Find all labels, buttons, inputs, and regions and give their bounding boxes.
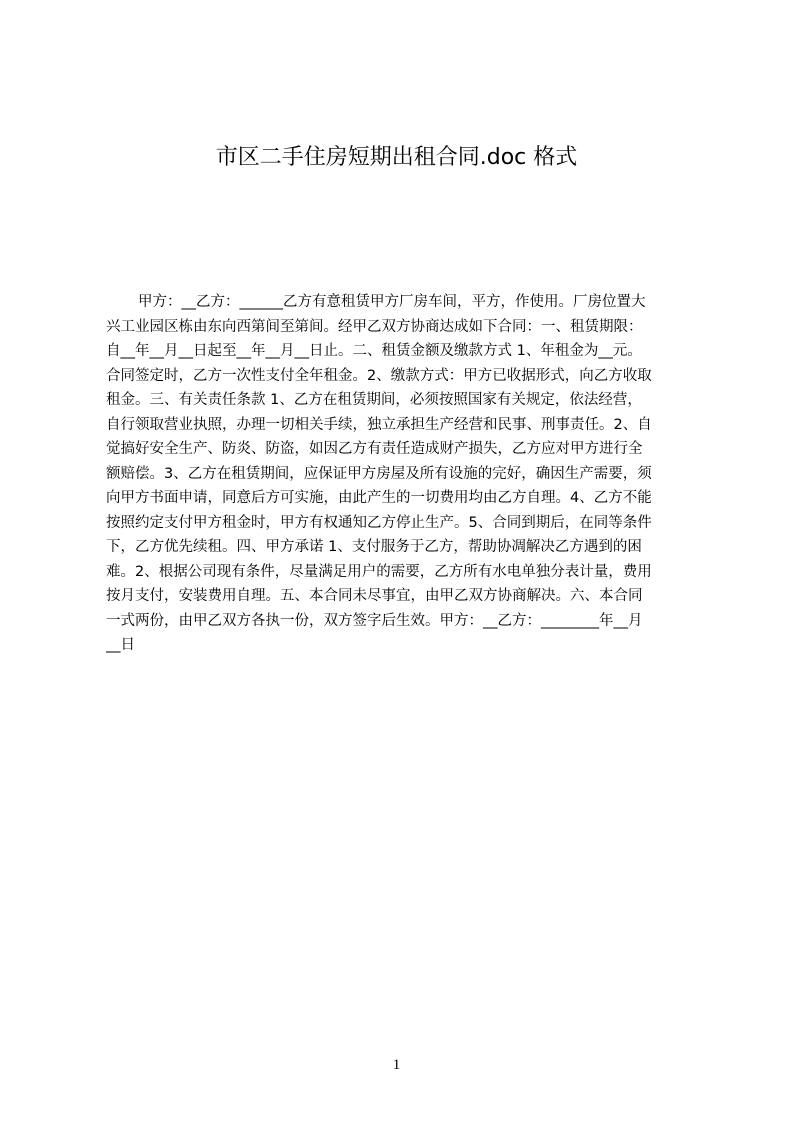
body-line: 额赔偿。3、乙方在租赁期间，应保证甲方房屋及所有设施的完好，确因生产需要，须 [106, 465, 652, 482]
body-line: 甲方：__乙方：______乙方有意租赁甲方厂房车间，平方，作使用。厂房位置大 [138, 294, 646, 310]
page-number: 1 [392, 1057, 401, 1073]
body-line: 一式两份，由甲乙双方各执一份，双方签字后生效。甲方：__乙方：________年__月 [106, 612, 643, 629]
body-line: 难。2、根据公司现有条件，尽量满足用户的需要，乙方所有水电单独分表计量，费用 [106, 563, 652, 580]
body-line: 兴工业园区栋由东向西第间至第间。经甲乙双方协商达成如下合同：一、租赁期限： [106, 318, 643, 335]
document-title: 市区二手住房短期出租合同.doc 格式 [215, 145, 578, 170]
body-line: 自行领取营业执照，办理一切相关手续，独立承担生产经营和民事、刑事责任。2、自 [106, 416, 652, 433]
body-line: 按月支付，安装费用自理。五、本合同未尽事宜，由甲乙双方协商解决。六、本合同 [106, 588, 643, 604]
body-line: __日 [106, 637, 135, 653]
body-line: 租金。三、有关责任条款 1、乙方在租赁期间，必须按照国家有关规定，依法经营， [106, 392, 642, 408]
body-line: 向甲方书面申请，同意后方可实施，由此产生的一切费用均由乙方自理。4、乙方不能 [106, 490, 652, 506]
body-line: 自__年__月__日起至__年__月__日止。二、租赁金额及缴款方式 1、年租金为__元。 [106, 343, 642, 359]
body-line: 下，乙方优先续租。四、甲方承诺 1、支付服务于乙方，帮助协凋解决乙方遇到的困 [106, 539, 642, 555]
body-line: 觉搞好安全生产、防炎、防盗，如因乙方有责任造成财产损失，乙方应对甲方进行全 [106, 441, 643, 457]
document-body [106, 290, 698, 658]
body-line: 合同签定时，乙方一次性支付全年租金。2、缴款方式：甲方已收据形式，向乙方收取 [106, 367, 652, 384]
body-line: 按照约定支付甲方租金时，甲方有权通知乙方停止生产。5、合同到期后，在同等条件 [106, 514, 652, 531]
